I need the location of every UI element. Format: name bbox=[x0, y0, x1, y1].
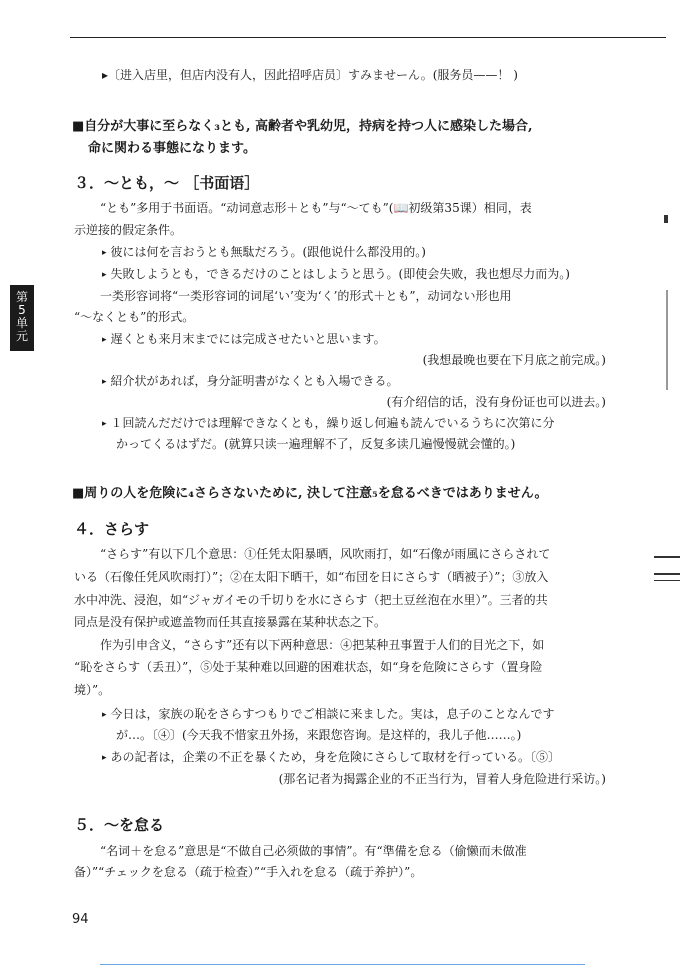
unit-tab-char: 第 bbox=[15, 290, 28, 304]
bullet-icon: ▸ bbox=[102, 270, 107, 280]
example-text: 彼には何を言おうとも無駄だろう。(跟他说什么都没用的。) bbox=[110, 245, 426, 259]
body-text: 备）”“チェックを怠る（疏于检查）”“手入れを怠る（疏于养护）”。 bbox=[74, 865, 423, 879]
example-text: 失敗しようとも，できるだけのことはしようと思う。(即使会失败，我也想尽力而为。) bbox=[110, 267, 570, 281]
unit-tab-char: 元 bbox=[15, 329, 28, 343]
body-text: 作为引申含义，“さらす”还有以下两种意思：④把某种丑事置于人们的目光之下，如 bbox=[100, 638, 545, 652]
unit-tab bbox=[10, 285, 34, 351]
translation-line: (我想最晚也要在下月底之前完成。) bbox=[422, 353, 606, 367]
body-text: いる（石像任凭风吹雨打）”；②在太阳下晒干，如“布団を日にさらす（晒被子）”；③放入 bbox=[74, 570, 549, 584]
example-text: １回読んだだけでは理解できなくとも，繰り返し何遍も読んでいるうちに次第に分 bbox=[110, 416, 555, 430]
page-number: 94 bbox=[72, 912, 89, 927]
body-text: 一类形容词将“一类形容词的词尾‘い’变为‘く’的形式＋とも”，动词ない形也用 bbox=[100, 289, 512, 303]
scan-mark bbox=[654, 556, 680, 558]
bullet-icon: ▸ bbox=[102, 710, 107, 720]
section-heading: ５．～を怠る bbox=[74, 816, 165, 834]
translation-line: (那名记者为揭露企业的不正当行为，冒着人身危险进行采访。) bbox=[278, 772, 606, 786]
scan-mark bbox=[666, 290, 668, 390]
section-heading: ３．～とも，～ ［书面语］ bbox=[74, 174, 260, 192]
example-line bbox=[102, 266, 570, 283]
example-line bbox=[102, 706, 555, 723]
section-heading: ４．さらす bbox=[74, 520, 150, 538]
footer-rule bbox=[100, 964, 585, 965]
key-sentence: 命に関わる事態になります。 bbox=[88, 141, 256, 156]
bullet-icon: ▸ bbox=[102, 335, 107, 345]
body-text: 同点是没有保护或遮盖物而任其直接暴露在某种状态之下。 bbox=[74, 615, 387, 629]
bullet-icon: ▸ bbox=[102, 419, 107, 429]
example-text: あの記者は，企業の不正を暴くため，身を危険にさらして取材を行っている。〔⑤〕 bbox=[110, 750, 561, 764]
header-rule bbox=[70, 37, 666, 38]
example-line bbox=[102, 244, 426, 261]
example-line bbox=[102, 331, 386, 348]
translation-line: (有介绍信的话，没有身份证也可以进去。) bbox=[386, 395, 606, 409]
example-line bbox=[102, 415, 555, 432]
unit-tab-char: 5 bbox=[18, 303, 26, 317]
body-text: “とも”多用于书面语。“动词意志形＋とも”与“～ても”(📖初级第35课）相同，表 bbox=[100, 201, 532, 215]
body-text: “～なくとも”的形式。 bbox=[74, 310, 195, 324]
scan-mark bbox=[664, 215, 668, 223]
bullet-icon: ▸ bbox=[102, 753, 107, 763]
example-line: ▸〔进入店里，但店内没有人，因此招呼店员〕すみませーん。(服务员——！ ) bbox=[102, 68, 518, 82]
body-text: 境）”。 bbox=[74, 683, 111, 697]
bullet-icon: ▸ bbox=[102, 248, 107, 258]
unit-tab-char: 单 bbox=[15, 316, 28, 330]
example-line: が…。〔④〕(今天我不惜家丑外扬，来跟您咨询。是这样的，我儿子他……。) bbox=[116, 728, 522, 742]
key-sentence: ■周りの人を危険に₄さらさないために, 決して注意₅を怠るべきではありません。 bbox=[72, 486, 548, 501]
scan-mark bbox=[654, 573, 680, 575]
key-sentence: ■自分が大事に至らなく₃とも, 高齢者や乳幼児，持病を持つ人に感染した場合, bbox=[72, 119, 533, 134]
example-text: 紹介状があれば，身分証明書がなくとも入場できる。 bbox=[110, 374, 399, 388]
example-line bbox=[102, 749, 560, 766]
example-text: 今日は，家族の恥をさらすつもりでご相談に来ました。実は，息子のことなんです bbox=[110, 707, 555, 721]
example-text: 遅くとも来月末までには完成させたいと思います。 bbox=[110, 332, 386, 346]
bullet-icon: ▸ bbox=[102, 377, 107, 387]
body-text: “名词＋を怠る”意思是“不做自己必须做的事情”。有“準備を怠る（偷懒而未做准 bbox=[100, 844, 527, 858]
example-line bbox=[102, 373, 399, 390]
body-text: “さらす”有以下几个意思：①任凭太阳暴晒，风吹雨打，如“石像が雨風にさらされて bbox=[100, 547, 551, 561]
example-line: かってくるはずだ。(就算只读一遍理解不了，反复多读几遍慢慢就会懂的。) bbox=[116, 437, 516, 451]
body-text: 示逆接的假定条件。 bbox=[74, 223, 183, 237]
scan-mark bbox=[654, 580, 680, 581]
body-text: 水中冲洗、浸泡，如“ジャガイモの千切りを水にさらす（把土豆丝泡在水里）”。三者的共 bbox=[74, 593, 548, 607]
body-text: “恥をさらす（丢丑）”，⑤处于某种难以回避的困难状态，如“身を危険にさらす（置身险 bbox=[74, 660, 543, 674]
